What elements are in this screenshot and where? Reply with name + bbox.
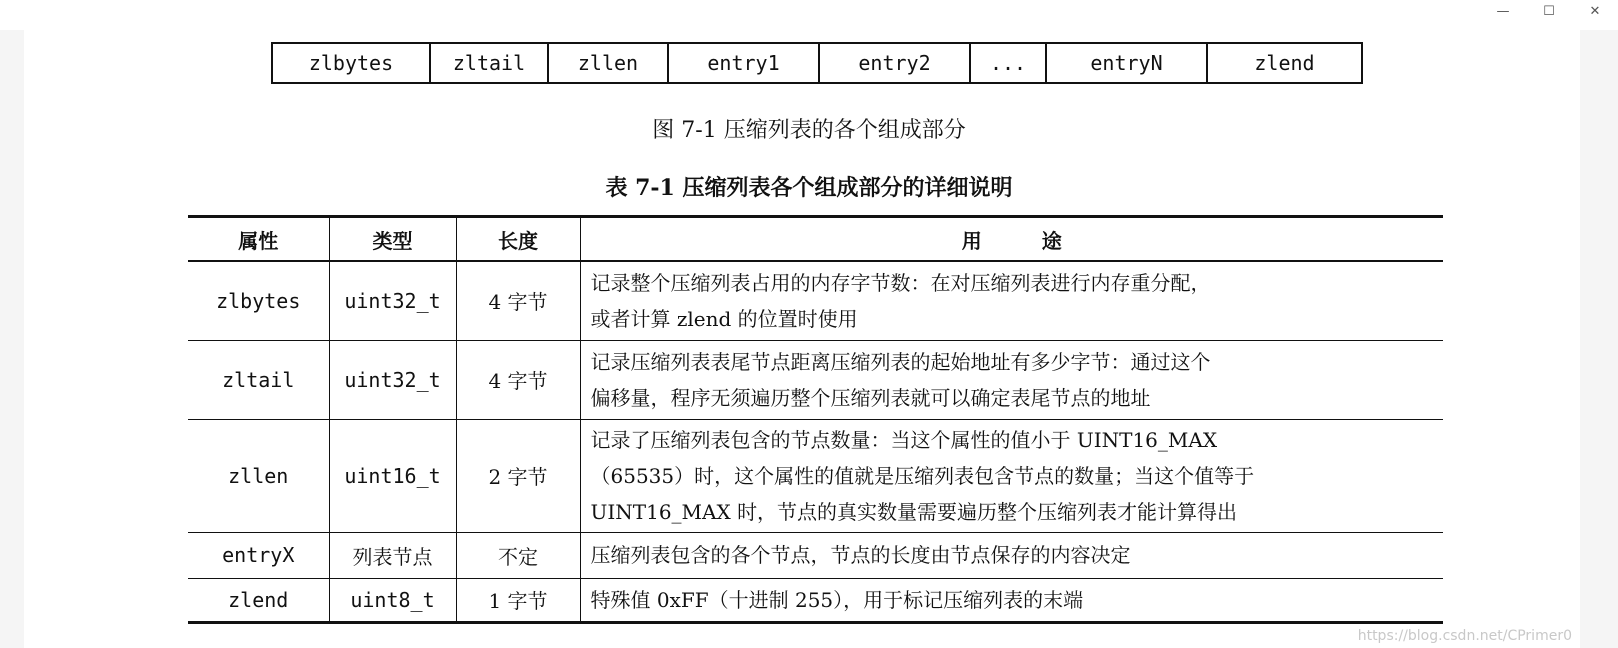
usage-line: 特殊值 0xFF（十进制 255），用于标记压缩列表的末端 [590,587,1084,612]
window-controls [1480,0,1618,24]
header-usage: 用途 [580,217,1443,262]
cell-attr: entryX [188,532,329,578]
usage-line: 记录整个压缩列表占用的内存字节数：在对压缩列表进行内存重分配， [590,270,1211,295]
cell-usage [580,340,1443,419]
cell-length: 4 字节 [456,261,580,340]
cell-length: 2 字节 [456,419,580,532]
cell-length: 1 字节 [456,578,580,622]
table-row [188,532,1443,578]
minimize-icon[interactable]: — [1496,3,1510,19]
usage-line: 压缩列表包含的各个节点，节点的长度由节点保存的内容决定 [590,543,1131,567]
cell-type: uint32_t [329,340,456,419]
cell-attr: zlend [188,578,329,622]
table-caption: 表 7-1 压缩列表各个组成部分的详细说明 [605,175,1013,201]
cell-attr: zllen [188,419,329,532]
segment-zllen: zllen [549,44,669,82]
segment-zlend: zlend [1254,51,1315,75]
segment-zltail: zltail [431,44,549,82]
cell-usage [580,532,1443,578]
segment-ellipsis: ... [971,44,1047,82]
close-icon[interactable]: ✕ [1589,3,1601,19]
cell-type: 列表节点 [329,532,456,578]
table-row [188,340,1443,419]
segment-entryN: entryN [1047,44,1208,82]
usage-line: 偏移量，程序无须遍历整个压缩列表就可以确定表尾节点的地址 [590,385,1151,410]
cell-type: uint8_t [329,578,456,622]
usage-line: 记录了压缩列表包含的节点数量：当这个属性的值小于 UINT16_MAX [590,427,1218,452]
table-header-row [188,217,1443,262]
cell-length: 不定 [456,532,580,578]
header-length: 长度 [456,217,580,262]
usage-line: UINT16_MAX 时，节点的真实数量需要遍历整个压缩列表才能计算得出 [590,499,1238,524]
watermark-text: https://blog.csdn.net/CPrimer0 [1357,628,1572,644]
ziplist-structure-bar [271,42,1363,84]
header-attr: 属性 [188,217,329,262]
ziplist-detail-table [188,215,1443,624]
maximize-icon[interactable]: ☐ [1543,3,1555,19]
cell-attr: zlbytes [188,261,329,340]
usage-line: 或者计算 zlend 的位置时使用 [590,306,858,331]
cell-usage [580,578,1443,622]
usage-line: 记录压缩列表表尾节点距离压缩列表的起始地址有多少字节：通过这个 [590,349,1211,374]
segment-zlbytes: zlbytes [273,44,431,82]
cell-type: uint16_t [329,419,456,532]
figure-caption: 图 7-1 压缩列表的各个组成部分 [652,118,966,143]
cell-type: uint32_t [329,261,456,340]
table-row [188,261,1443,340]
table-row [188,419,1443,532]
usage-line: （65535）时，这个属性的值就是压缩列表包含节点的数量；当这个值等于 [590,463,1255,488]
cell-usage [580,261,1443,340]
header-type: 类型 [329,217,456,262]
segment-entry1: entry1 [669,44,820,82]
cell-attr: zltail [188,340,329,419]
cell-length: 4 字节 [456,340,580,419]
table-row [188,578,1443,622]
segment-entry2: entry2 [820,44,971,82]
cell-usage [580,419,1443,532]
